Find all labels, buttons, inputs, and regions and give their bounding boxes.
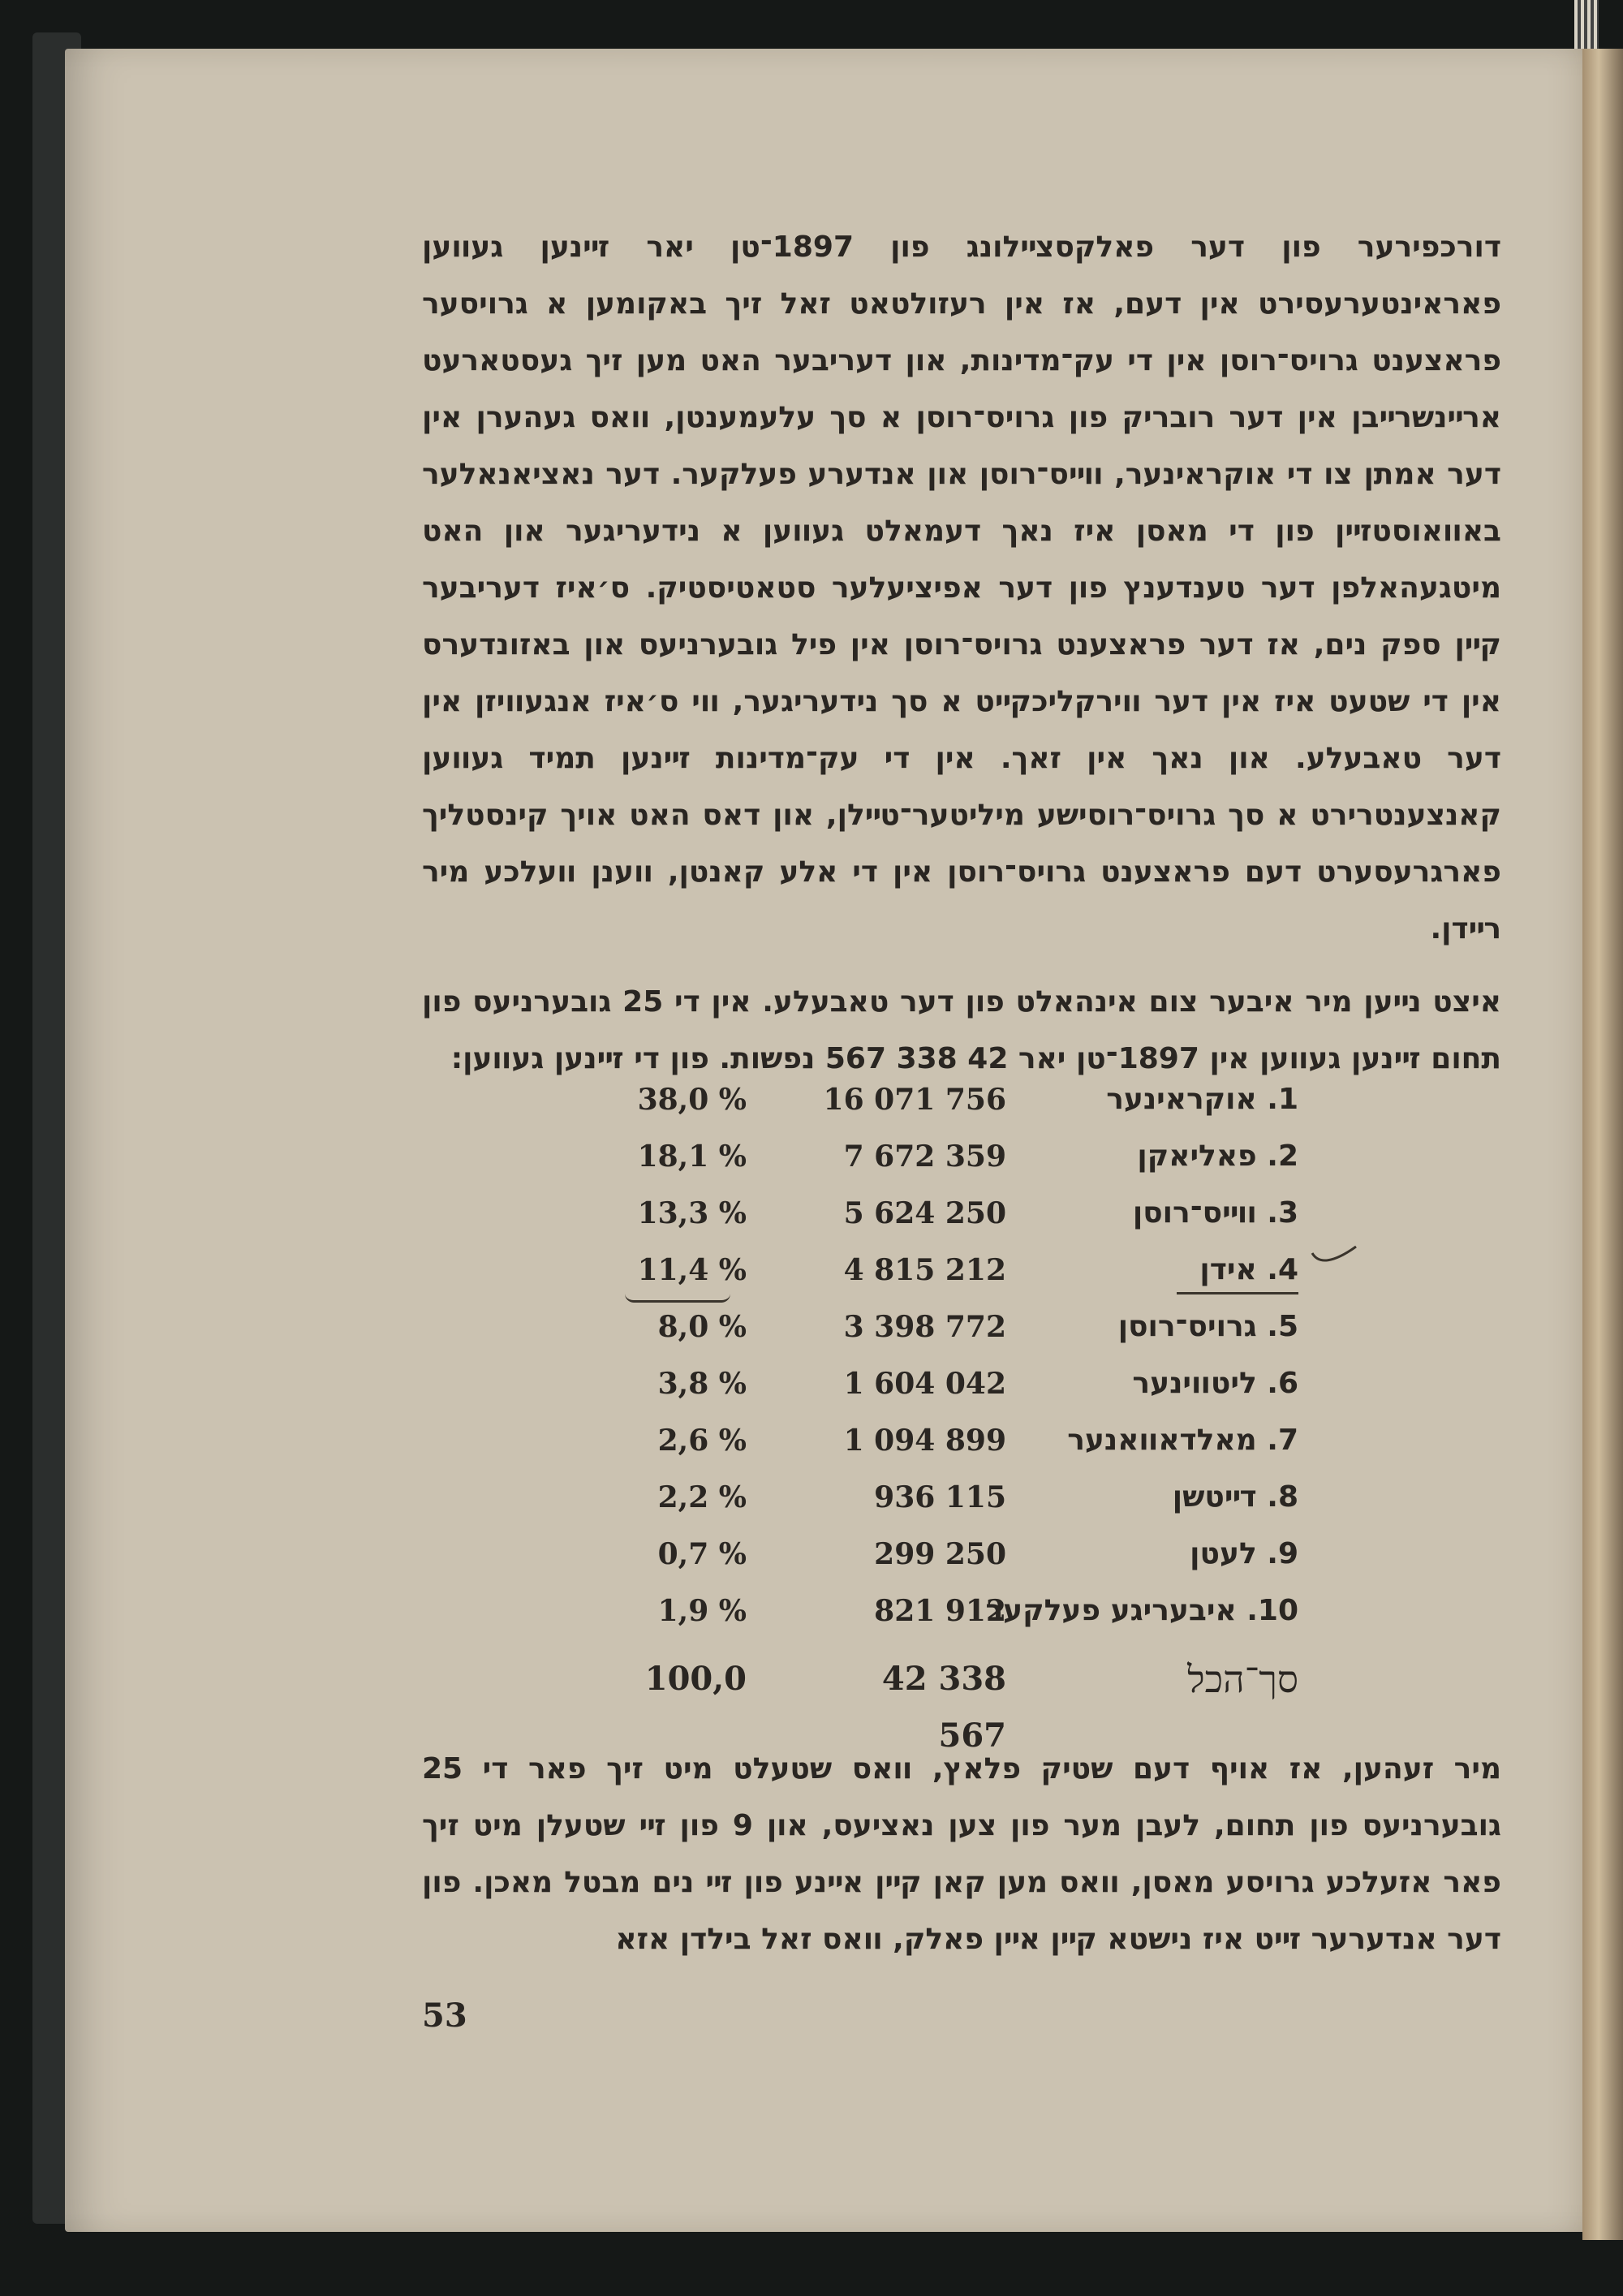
row-percent: 11,4 % [637, 1253, 747, 1287]
row-percent: 18,1 % [637, 1139, 747, 1174]
row-name: 1. אוקראינער [1106, 1083, 1298, 1116]
table-row [584, 1355, 1298, 1412]
page-edge-right [1582, 49, 1623, 2240]
table-row [584, 1071, 1298, 1128]
table-row [584, 1299, 1298, 1355]
table-row [584, 1469, 1298, 1526]
row-percent: 3,8 % [657, 1367, 747, 1401]
total-label: סך־הכל [1187, 1657, 1298, 1701]
paragraph-1: דורכפירער פון דער פאלקסצײלונג פון 1897־טן יאר זײנען געװען פאראינטערעסירט אין דעם, אז אין רעזולטאט זאל זיך באקומען א גרויסער פראצענט גרויס־רוסן אין די עק־מדינות, און דעריבער האט מען זיך געסטארעט ארײנשרײבן אין דער רובריק פון גרויס־רוסן א סך עלעמענטן, װאס געהערן אין דער אמתן צו די אוקראינער, װײס־רוסן און אנדערע פעלקער. דער נאציאנאלער באװאוסטזײן פון די מאסן איז נאך דעמאלט געװען א נידעריגער און האט מיטגעהאלפן דער טענדענץ פון דער אפיציעלער סטאטיסטיק. ס׳איז דעריבער קײן ספק נים, אז דער פראצענט גרויס־רוסן אין פיל גובערניעס און באזונדערס אין די שטעט איז אין דער װירקליכקײט א סך נידעריגער, װי ס׳איז אנגעװיזן אין דער טאבעלע. און נאך אין זאך. אין די עק־מדינות זײנען תמיד געװען קאנצענטרירט א סך גרויס־רוסישע מיליטער־טײלן, און דאס האט אויך קינסטליך פארגרעסערט דעם פראצענט גרויס־רוסן אין די אלע קאנטן, װענן װעלכע מיר רײדן. [422, 230, 1501, 946]
table-row [584, 1526, 1298, 1583]
row-percent: 1,9 % [657, 1594, 747, 1628]
paragraph-2: איצט נײען מיר איבער צום אינהאלט פון דער טאבעלע. אין די 25 גובערניעס פון תחום זײנען געװען אין 1897־טן יאר 42 338 567 נפשות. פון די זײנען געװען: [422, 985, 1501, 1075]
row-name: 4. אידן [1199, 1253, 1298, 1286]
table-row [584, 1128, 1298, 1185]
paragraph-3: מיר זעהען, אז אויף דעם שטיק פלאץ, װאס שטעלט מיט זיך פאר די 25 גובערניעס פון תחום, לעבן מער פון צען נאציעס, און 9 פון זײ שטעלן מיט זיך פאר אזעלכע גרויסע מאסן, װאס מען קאן קײן אײנע פון זײ נים מבטל מאכן. פון דער אנדערער זײט איז נישטא קײן אײן פאלק, װאס זאל בילדן אזא [422, 1752, 1502, 1956]
total-count: 42 338 567 [881, 1660, 1006, 1755]
row-count: 7 672 359 [843, 1139, 1006, 1174]
table-row [584, 1242, 1298, 1299]
row-count: 1 094 899 [843, 1424, 1006, 1458]
population-table [584, 1071, 1298, 1755]
row-name: 6. ליטװינער [1132, 1367, 1298, 1400]
row-name: 9. לעטן [1190, 1537, 1298, 1570]
total-percent: 100,0 [644, 1660, 747, 1698]
row-count: 936 115 [874, 1480, 1006, 1514]
row-count: 16 071 756 [823, 1083, 1006, 1117]
handwritten-underline [1177, 1292, 1298, 1294]
table-row [584, 1412, 1298, 1469]
row-count: 299 250 [874, 1537, 1006, 1571]
row-count: 1 604 042 [843, 1367, 1006, 1401]
row-percent: 38,0 % [637, 1083, 747, 1117]
row-count: 3 398 772 [843, 1310, 1006, 1344]
body-text [422, 219, 1501, 1088]
row-name: 7. מאלדאװאנער [1067, 1424, 1298, 1457]
row-name: 2. פאליאקן [1137, 1139, 1298, 1173]
row-name: 5. גרויס־רוסן [1117, 1310, 1298, 1343]
row-name: 10. איבעריגע פעלקער [985, 1594, 1298, 1627]
row-count: 4 815 212 [843, 1253, 1006, 1287]
row-count: 821 912 [874, 1594, 1006, 1628]
row-percent: 13,3 % [637, 1196, 747, 1230]
row-percent: 0,7 % [657, 1537, 747, 1571]
row-percent: 2,2 % [657, 1480, 747, 1514]
table-row [584, 1185, 1298, 1242]
table-row [584, 1583, 1298, 1639]
row-percent: 8,0 % [657, 1310, 747, 1344]
handwritten-tick-icon [1311, 1242, 1359, 1266]
row-name: 3. װײס־רוסן [1132, 1196, 1298, 1230]
page-number: 53 [422, 1997, 467, 2035]
footer-paragraph [422, 1741, 1501, 1968]
row-percent: 2,6 % [657, 1424, 747, 1458]
row-count: 5 624 250 [843, 1196, 1006, 1230]
table-total-row [584, 1651, 1298, 1755]
row-name: 8. דײטשן [1172, 1480, 1298, 1514]
